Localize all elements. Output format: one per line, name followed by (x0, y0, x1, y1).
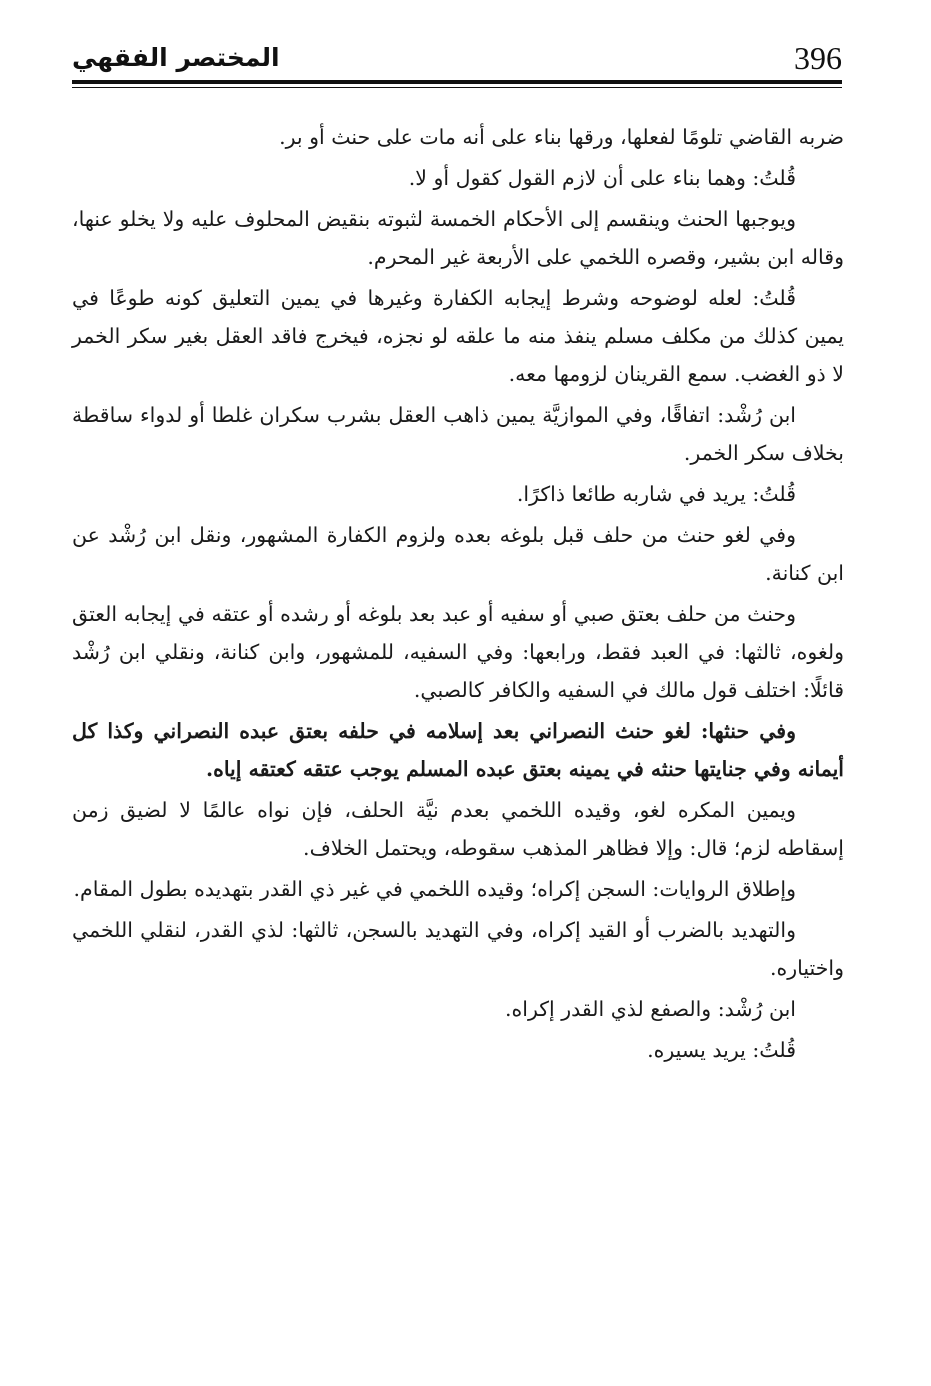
running-title: المختصر الفقهي (72, 43, 280, 72)
paragraph: وإطلاق الروايات: السجن إكراه؛ وقيده اللخمي في غير ذي القدر بتهديده بطول المقام. (73, 877, 796, 901)
header-rule-thick (72, 80, 842, 84)
page-number: 396 (794, 40, 842, 76)
paragraph: وفي لغو حنث من حلف قبل بلوغه بعده ولزوم الكفارة المشهور، ونقل ابن رُشْد عن ابن كنانة. (72, 523, 844, 585)
body-text (72, 118, 844, 1072)
paragraph: وحنث من حلف بعتق صبي أو سفيه أو عبد بعد بلوغه أو رشده أو عتقه في إيجابه العتق ولغوه، ثالثها: في العبد فقط، ورابعها: وفي السفيه، للمشهور، وابن كنانة، ونقلي ابن رُشْد قائلًا: اختلف قول مالك في السفيه والكافر كالصبي. (72, 602, 844, 702)
header-rule-thin (72, 87, 842, 88)
paragraph: ويمين المكره لغو، وقيده اللخمي بعدم نيَّة الحلف، فإن نواه عالمًا لا لضيق زمن إسقاطه لزم؛ قال: وإلا فظاهر المذهب سقوطه، ويحتمل الخلاف. (72, 798, 844, 860)
paragraph: ضربه القاضي تلومًا لفعلها، ورقها بناء على أنه مات على حنث أو بر. (279, 125, 844, 149)
paragraph: ويوجبها الحنث وينقسم إلى الأحكام الخمسة لثبوته بنقيض المحلوف عليه ولا يخلو عنها، وقاله ابن بشير، وقصره اللخمي على الأربعة غير المحرم. (72, 207, 844, 269)
paragraph: قُلتُ: لعله لوضوحه وشرط إيجابه الكفارة وغيرها في يمين التعليق كونه طوعًا في يمين كذلك من مكلف مسلم ينفذ منه ما علقه لو نجزه، فيخرج فاقد العقل بغير سكر الخمر لا ذو الغضب. سمع القرينان لزومها معه. (72, 286, 844, 386)
paragraph-bold: وفي حنثها: لغو حنث النصراني بعد إسلامه في حلفه بعتق عبده النصراني وكذا كل أيمانه وفي جنايتها حنثه في يمينه بعتق عبده المسلم يوجب عتقه كعتقه إياه. (72, 719, 844, 781)
paragraph: قُلتُ: يريد يسيره. (647, 1038, 796, 1062)
paragraph: قُلتُ: وهما بناء على أن لازم القول كقول أو لا. (408, 166, 796, 190)
paragraph: قُلتُ: يريد في شاربه طائعا ذاكرًا. (516, 482, 796, 506)
paragraph: والتهديد بالضرب أو القيد إكراه، وفي التهديد بالسجن، ثالثها: لذي القدر، لنقلي اللخمي واختياره. (72, 918, 844, 980)
paragraph: ابن رُشْد: اتفاقًا، وفي الموازيَّة يمين ذاهب العقل بشرب سكران غلطا أو لدواء ساقطة بخلاف سكر الخمر. (72, 403, 844, 465)
paragraph: ابن رُشْد: والصفع لذي القدر إكراه. (505, 997, 796, 1021)
page-header (72, 38, 842, 78)
